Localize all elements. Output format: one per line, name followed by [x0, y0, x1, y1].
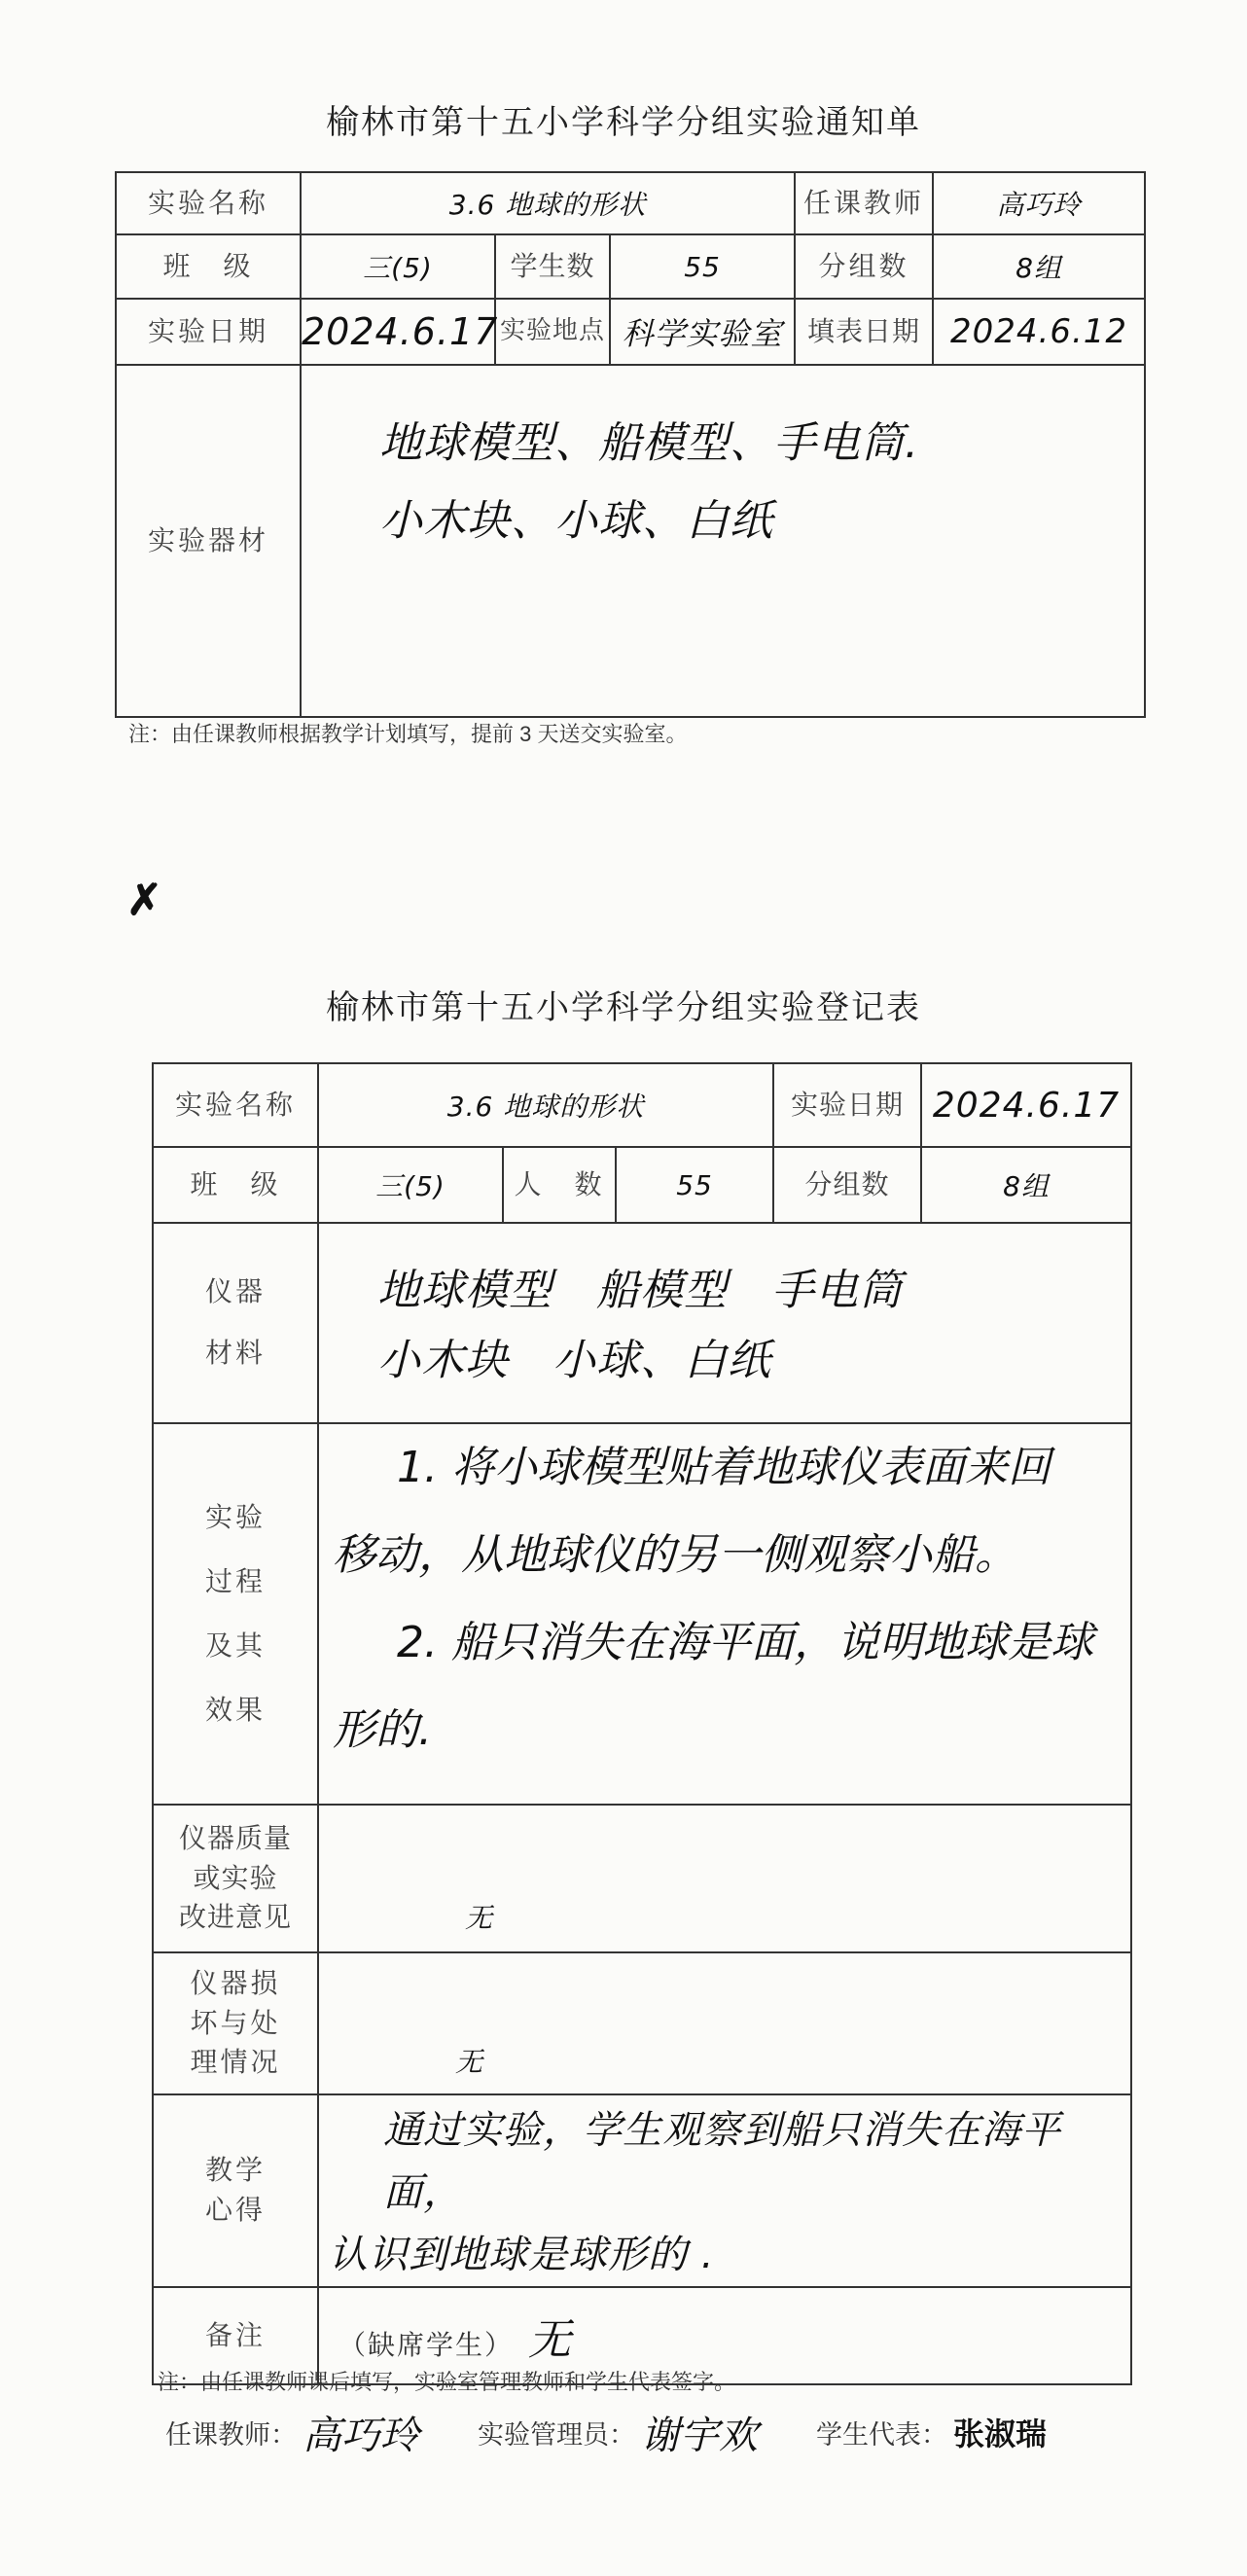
value-fill-date: 2024.6.12 — [933, 299, 1145, 365]
label-student-count: 学生数 — [495, 234, 610, 299]
reg-label-reflection — [153, 2094, 318, 2287]
label-location: 实验地点 — [495, 299, 610, 365]
notice-title: 榆林市第十五小学科学分组实验通知单 — [326, 103, 921, 142]
materials-cell — [301, 365, 1145, 717]
reg-process-line-3: 2. 船只消失在海平面，说明地球是球 — [397, 1618, 1093, 1667]
reg-value-quality: 无 — [318, 1805, 1131, 1952]
reg-reflection-line-1: 通过实验，学生观察到船只消失在海平面， — [383, 2108, 1061, 2215]
reg-label-experiment-name: 实验名称 — [153, 1063, 318, 1147]
reg-reflection-cell — [318, 2094, 1131, 2287]
reg-label-quality — [153, 1805, 318, 1952]
reg-label-quality-line3: 改进意见 — [178, 1901, 292, 1934]
reg-label-process-line3: 及其 — [204, 1629, 266, 1662]
reg-label-instruments-line1: 仪器 — [204, 1275, 266, 1308]
reg-label-damage-line2: 坏与处 — [190, 2006, 281, 2039]
stray-pen-mark: ✗ — [126, 876, 162, 925]
reg-label-damage-line1: 仪器损 — [190, 1967, 281, 2000]
sig-student-label: 学生代表： — [816, 2419, 947, 2451]
reg-value-people-count: 55 — [616, 1147, 773, 1223]
reg-value-damage: 无 — [318, 1952, 1131, 2094]
value-location: 科学实验室 — [610, 299, 795, 365]
register-note: 注：由任课教师课后填写，实验室管理教师和学生代表签字。 — [158, 2370, 736, 2394]
reg-label-experiment-date: 实验日期 — [773, 1063, 921, 1147]
reg-label-class: 班 级 — [153, 1147, 318, 1223]
reg-label-process-line2: 过程 — [204, 1565, 266, 1597]
label-materials: 实验器材 — [116, 365, 301, 717]
reg-label-process-line4: 效果 — [204, 1694, 266, 1726]
reg-label-instruments — [153, 1223, 318, 1423]
value-student-count: 55 — [610, 234, 795, 299]
value-class: 三(5) — [301, 234, 495, 299]
reg-process-line-4: 形的. — [333, 1705, 432, 1755]
signature-row — [165, 2403, 1138, 2461]
reg-instruments-line-2: 小木块 小球、白纸 — [377, 1336, 771, 1385]
label-teacher: 任课教师 — [795, 172, 933, 234]
label-experiment-name: 实验名称 — [116, 172, 301, 234]
reg-instruments-cell — [318, 1223, 1131, 1423]
sig-admin: 谢宇欢 — [641, 2413, 758, 2458]
sig-student: 张淑瑞 — [953, 2415, 1048, 2452]
reg-value-group-count: 8组 — [921, 1147, 1131, 1223]
reg-label-quality-line1: 仪器质量 — [178, 1822, 292, 1855]
notice-table — [115, 171, 1146, 718]
label-group-count: 分组数 — [795, 234, 933, 299]
reg-process-line-1: 1. 将小球模型贴着地球仪表面来回 — [397, 1443, 1051, 1492]
register-title: 榆林市第十五小学科学分组实验登记表 — [326, 988, 921, 1027]
register-table — [152, 1062, 1132, 2385]
value-experiment-name: 3.6 地球的形状 — [301, 172, 795, 234]
reg-label-process — [153, 1423, 318, 1805]
materials-line-2: 小木块、小球、白纸 — [379, 496, 773, 546]
notice-note: 注：由任课教师根据教学计划填写，提前 3 天送交实验室。 — [128, 722, 688, 746]
reg-instruments-line-1: 地球模型 船模型 手电筒 — [377, 1266, 903, 1315]
reg-label-quality-line2: 或实验 — [193, 1861, 278, 1894]
materials-line-1: 地球模型、船模型、手电筒. — [379, 418, 919, 468]
sig-teacher-label: 任课教师： — [165, 2419, 297, 2451]
reg-label-instruments-line2: 材料 — [204, 1337, 266, 1369]
sig-teacher: 高巧玲 — [303, 2413, 419, 2458]
value-group-count: 8组 — [933, 234, 1145, 299]
reg-label-group-count: 分组数 — [773, 1147, 921, 1223]
reg-value-experiment-date: 2024.6.17 — [921, 1063, 1131, 1147]
label-fill-date: 填表日期 — [795, 299, 933, 365]
reg-value-class: 三(5) — [318, 1147, 503, 1223]
reg-process-line-2: 移动，从地球仪的另一侧观察小船。 — [333, 1530, 1017, 1580]
reg-reflection-line-2: 认识到地球是球形的 . — [329, 2233, 715, 2277]
reg-value-experiment-name: 3.6 地球的形状 — [318, 1063, 773, 1147]
sig-admin-label: 实验管理员： — [478, 2419, 635, 2451]
value-experiment-date: 2024.6.17 — [301, 299, 495, 365]
reg-label-absent: （缺席学生） — [338, 2329, 515, 2361]
label-experiment-date: 实验日期 — [116, 299, 301, 365]
reg-label-damage — [153, 1952, 318, 2094]
value-teacher: 高巧玲 — [933, 172, 1145, 234]
reg-label-reflection-line2: 心得 — [204, 2194, 266, 2226]
reg-label-damage-line3: 理情况 — [190, 2046, 281, 2079]
reg-label-process-line1: 实验 — [204, 1501, 266, 1533]
reg-value-absent: 无 — [527, 2315, 572, 2365]
reg-label-reflection-line1: 教学 — [204, 2154, 266, 2187]
reg-label-people-count: 人 数 — [503, 1147, 616, 1223]
reg-label-remarks: 备注 — [153, 2287, 318, 2384]
label-class: 班 级 — [116, 234, 301, 299]
reg-process-cell — [318, 1423, 1131, 1805]
